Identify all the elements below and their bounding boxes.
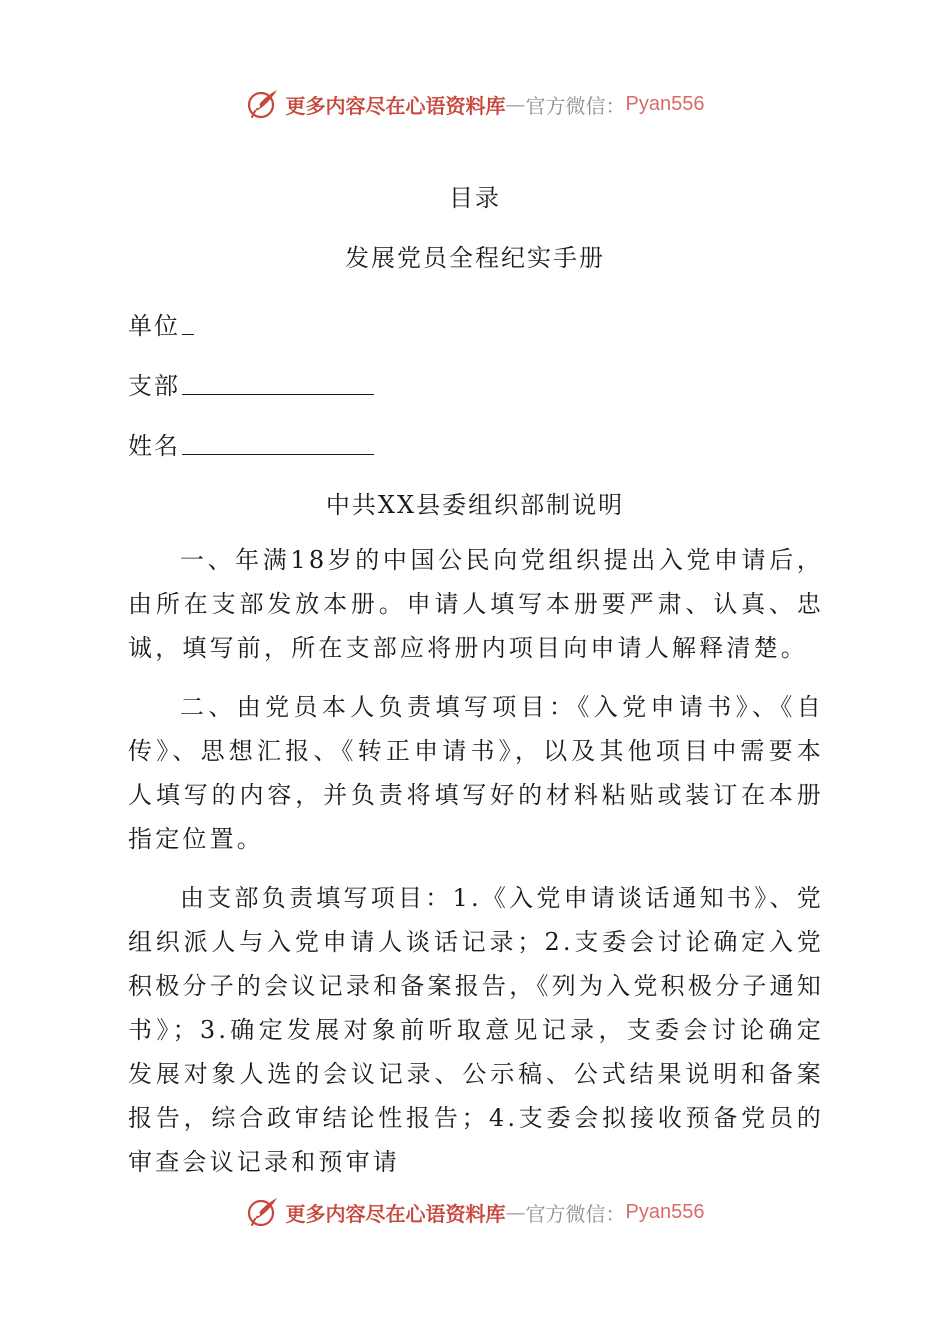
field-unit-label: 单位 [128, 312, 180, 340]
quill-pen-logo-icon [246, 1195, 280, 1229]
quill-pen-logo-icon [246, 87, 280, 121]
watermark-wechat-id: Pyan556 [625, 1200, 705, 1223]
watermark-text [286, 1198, 705, 1227]
watermark-wechat-label: 官方微信： [525, 93, 626, 118]
field-name-blank [182, 454, 374, 455]
field-name-label: 姓名 [128, 432, 180, 460]
org-title: 中共XX县委组织部制说明 [325, 491, 625, 519]
field-branch-label: 支部 [128, 372, 180, 400]
field-unit-blank [182, 334, 194, 335]
watermark-banner-top [0, 82, 950, 126]
paragraph-3: 由支部负责填写项目：1.《入党申请谈话通知书》、党组织派人与入党申请人谈话记录；2.支委会讨论确定入党积极分子的会议记录和备案报告，《列为入党积极分子通知书》；3.确定发展对象前听取意见记录，支委会讨论确定发展对象人选的会议记录、公示稿、公式结果说明和备案报告，综合政审结论性报告；4.支委会拟接收预备党员的审查会议记录和预审请 [128, 884, 824, 1176]
watermark-text [286, 90, 705, 119]
watermark-dash: — [505, 92, 526, 116]
watermark-main-text: 更多内容尽在心语资料库 [285, 93, 506, 118]
watermark-wechat-id: Pyan556 [625, 92, 705, 115]
watermark-dash: — [505, 1200, 526, 1224]
watermark-main-text: 更多内容尽在心语资料库 [285, 1201, 506, 1226]
document-title: 发展党员全程纪实手册 [345, 244, 605, 272]
field-unit [128, 306, 194, 341]
toc-title: 目录 [449, 184, 501, 212]
paragraph-2: 二、由党员本人负责填写项目：《入党申请书》、《自传》、思想汇报、《转正申请书》，以及其他项目中需要本人填写的内容，并负责将填写好的材料粘贴或装订在本册指定位置。 [128, 693, 824, 853]
watermark-wechat-label: 官方微信： [525, 1201, 626, 1226]
watermark-banner-bottom [0, 1190, 950, 1234]
paragraph-1: 一、年满18岁的中国公民向党组织提出入党申请后，由所在支部发放本册。申请人填写本册要严肃、认真、忠诚，填写前，所在支部应将册内项目向申请人解释清楚。 [128, 546, 824, 662]
field-branch-blank [182, 394, 374, 395]
field-name [128, 426, 374, 461]
field-branch [128, 366, 374, 401]
